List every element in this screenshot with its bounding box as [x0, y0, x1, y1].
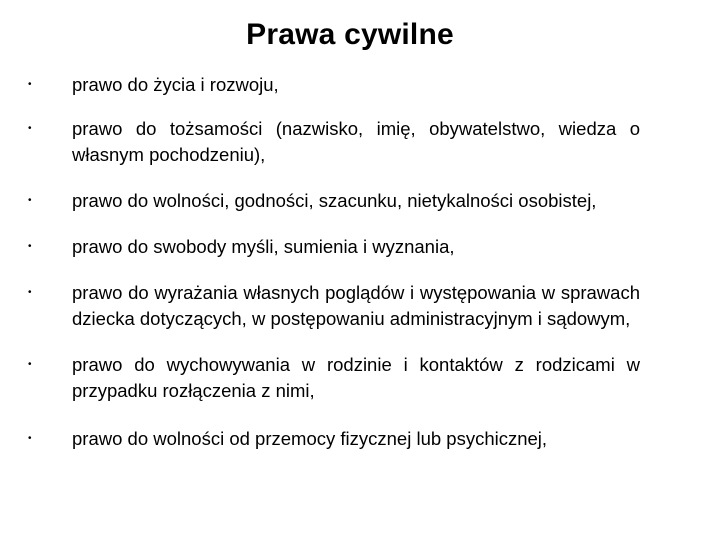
bullet-icon: • — [28, 433, 32, 444]
list-item — [28, 116, 640, 168]
bullet-icon: • — [28, 359, 32, 370]
list-item — [28, 72, 640, 98]
list-item-text: prawo do życia i rozwoju, — [72, 74, 279, 95]
list-item — [28, 426, 640, 452]
list-item — [28, 234, 640, 260]
list-item-text: prawo do wyrażania własnych poglądów i występowania w sprawach dziecka dotyczących, w postępowaniu administracyjnym i sądowym, — [72, 282, 640, 329]
list-item — [28, 352, 640, 404]
list-item-text: prawo do wolności od przemocy fizycznej lub psychicznej, — [72, 428, 548, 449]
list-item-text: prawo do swobody myśli, sumienia i wyznania, — [72, 236, 455, 257]
bullet-list — [28, 72, 640, 452]
list-item-text: prawo do wychowywania w rodzinie i kontaktów z rodzicami w przypadku rozłączenia z nimi, — [72, 354, 640, 401]
list-item — [28, 280, 640, 332]
list-item-text: prawo do tożsamości (nazwisko, imię, obywatelstwo, wiedza o własnym pochodzeniu), — [72, 118, 640, 165]
list-item-text: prawo do wolności, godności, szacunku, nietykalności osobistej, — [72, 190, 597, 211]
bullet-icon: • — [28, 241, 32, 252]
bullet-icon: • — [28, 195, 32, 206]
bullet-icon: • — [28, 79, 32, 90]
bullet-icon: • — [28, 123, 32, 134]
list-item — [28, 188, 640, 214]
bullet-icon: • — [28, 287, 32, 298]
slide-title: Prawa cywilne — [246, 18, 454, 51]
